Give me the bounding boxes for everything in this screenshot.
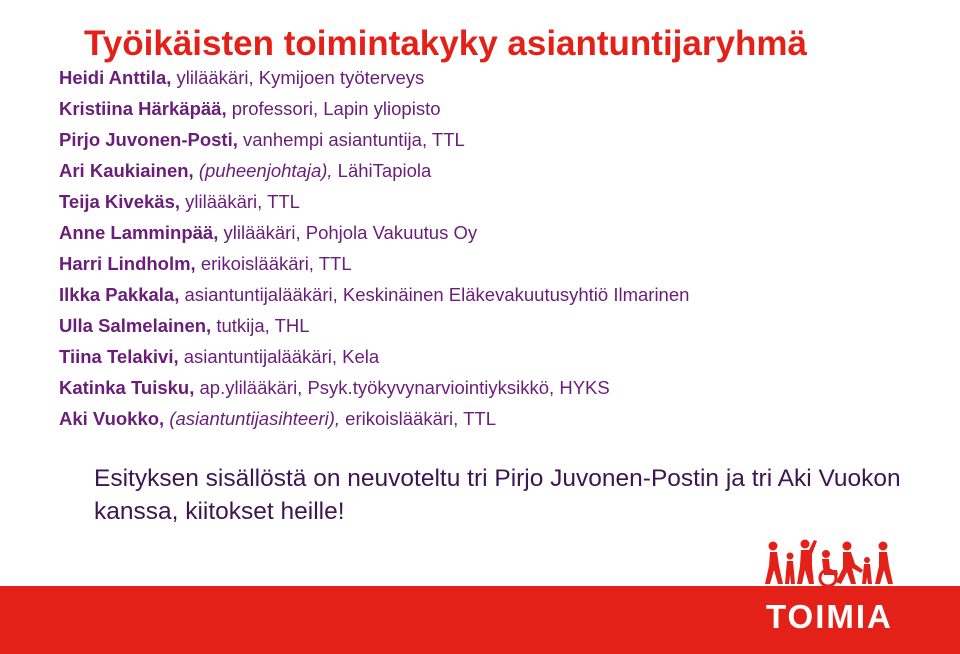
member-name: Harri Lindholm, (59, 253, 196, 274)
member-role: ylilääkäri, Pohjola Vakuutus Oy (218, 222, 478, 243)
member-note: (puheenjohtaja), (193, 160, 333, 181)
member-row (59, 279, 689, 310)
member-name: Tiina Telakivi, (59, 346, 179, 367)
people-figures-icon (764, 538, 894, 588)
member-name: Ulla Salmelainen, (59, 315, 212, 336)
member-row (59, 124, 689, 155)
member-name: Aki Vuokko, (59, 408, 165, 429)
member-name: Anne Lamminpää, (59, 222, 219, 243)
expert-group-list (59, 62, 689, 434)
member-role: tutkija, THL (211, 315, 310, 336)
member-role: erikoislääkäri, TTL (340, 408, 496, 429)
member-role: ylilääkäri, Kymijoen työterveys (171, 67, 425, 88)
member-row (59, 341, 689, 372)
member-role: ylilääkäri, TTL (180, 191, 300, 212)
member-name: Ilkka Pakkala, (59, 284, 180, 305)
member-row (59, 62, 689, 93)
member-row (59, 403, 689, 434)
member-row (59, 372, 689, 403)
member-name: Teija Kivekäs, (59, 191, 181, 212)
member-row (59, 186, 689, 217)
member-name: Pirjo Juvonen-Posti, (59, 129, 238, 150)
member-name: Ari Kaukiainen, (59, 160, 194, 181)
member-row (59, 310, 689, 341)
acknowledgement-text: Esityksen sisällöstä on neuvoteltu tri Pirjo Juvonen-Postin ja tri Aki Vuokon kanssa, kiitokset heille! (94, 465, 901, 525)
member-name: Katinka Tuisku, (59, 377, 195, 398)
toimia-logo-text: TOIMIA (766, 598, 893, 635)
member-note: (asiantuntijasihteeri), (164, 408, 341, 429)
member-role: asiantuntijalääkäri, Keskinäinen Eläkevakuutusyhtiö Ilmarinen (179, 284, 690, 305)
member-role: LähiTapiola (332, 160, 432, 181)
member-role: asiantuntijalääkäri, Kela (178, 346, 380, 367)
page-title: Työikäisten toimintakyky asiantuntijaryhmä (84, 24, 807, 64)
member-role: erikoislääkäri, TTL (195, 253, 352, 274)
member-role: vanhempi asiantuntija, TTL (237, 129, 465, 150)
member-row (59, 93, 689, 124)
member-name: Kristiina Härkäpää, (59, 98, 227, 119)
member-row (59, 217, 689, 248)
member-role: ap.ylilääkäri, Psyk.työkyvynarviointiyksikkö, HYKS (194, 377, 610, 398)
member-name: Heidi Anttila, (59, 67, 172, 88)
member-row (59, 155, 689, 186)
member-row (59, 248, 689, 279)
member-role: professori, Lapin yliopisto (226, 98, 441, 119)
